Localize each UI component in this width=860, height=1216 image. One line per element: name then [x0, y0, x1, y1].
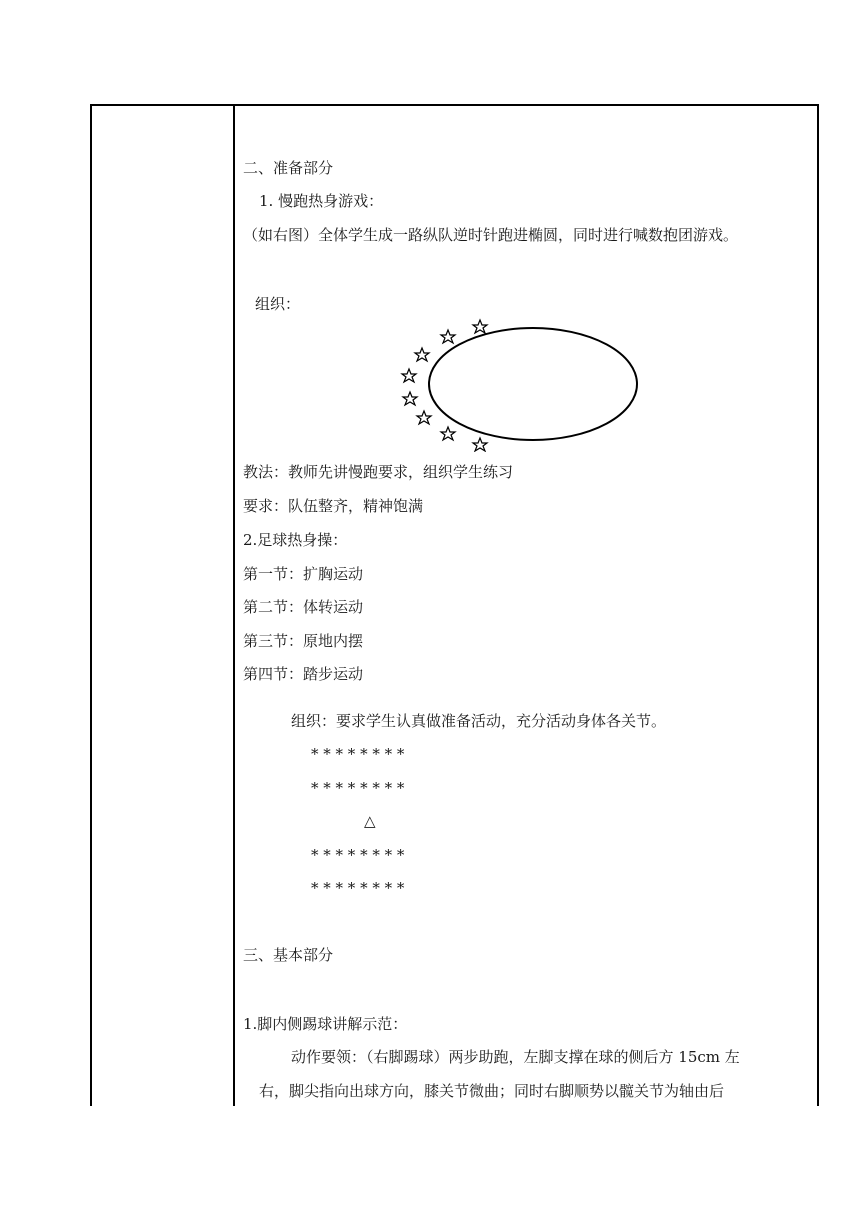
formation-row: * * * * * * * * — [311, 846, 405, 864]
oval-track — [429, 328, 637, 440]
star-icon — [415, 348, 429, 361]
prep-item1: 1. 慢跑热身游戏： — [259, 192, 384, 210]
prep-heading: 二、准备部分 — [243, 159, 334, 177]
section-1: 第一节：扩胸运动 — [243, 565, 364, 583]
star-icon — [417, 411, 431, 424]
formation-row: * * * * * * * * — [311, 745, 405, 763]
prep-item1-desc: （如右图）全体学生成一路纵队逆时针跑进椭圆，同时进行喊数抱团游戏。 — [243, 226, 739, 244]
basic-heading: 三、基本部分 — [243, 946, 334, 964]
basic-item1: 1.脚内侧踢球讲解示范： — [243, 1015, 408, 1033]
star-icon — [441, 330, 455, 343]
basic-line1: 动作要领：（右脚踢球）两步助跑，左脚支撑在球的侧后方 15cm 左 — [291, 1048, 740, 1066]
org-label: 组织： — [255, 295, 301, 313]
section-4: 第四节：踏步运动 — [243, 665, 364, 683]
prep-item2: 2.足球热身操： — [243, 531, 348, 549]
star-icon — [403, 392, 417, 405]
teacher-triangle: △ — [364, 812, 376, 830]
star-icon — [473, 320, 487, 333]
formation-row: * * * * * * * * — [311, 879, 405, 897]
table-column-divider — [233, 104, 235, 1106]
star-icon — [473, 438, 487, 451]
formation-row: * * * * * * * * — [311, 779, 405, 797]
star-icon — [402, 369, 416, 382]
basic-line2: 右，脚尖指向出球方向，膝关节微曲；同时右脚顺势以髋关节为轴由后 — [259, 1082, 725, 1100]
requirement-text: 要求：队伍整齐，精神饱满 — [243, 497, 424, 515]
lesson-table-frame — [90, 104, 819, 1106]
running-oval-diagram — [396, 316, 646, 452]
star-icon — [441, 427, 455, 440]
org2-text: 组织：要求学生认真做准备活动，充分活动身体各关节。 — [291, 712, 667, 730]
section-2: 第二节：体转运动 — [243, 598, 364, 616]
section-3: 第三节：原地内摆 — [243, 632, 364, 650]
method-text: 教法：教师先讲慢跑要求，组织学生练习 — [243, 463, 514, 481]
